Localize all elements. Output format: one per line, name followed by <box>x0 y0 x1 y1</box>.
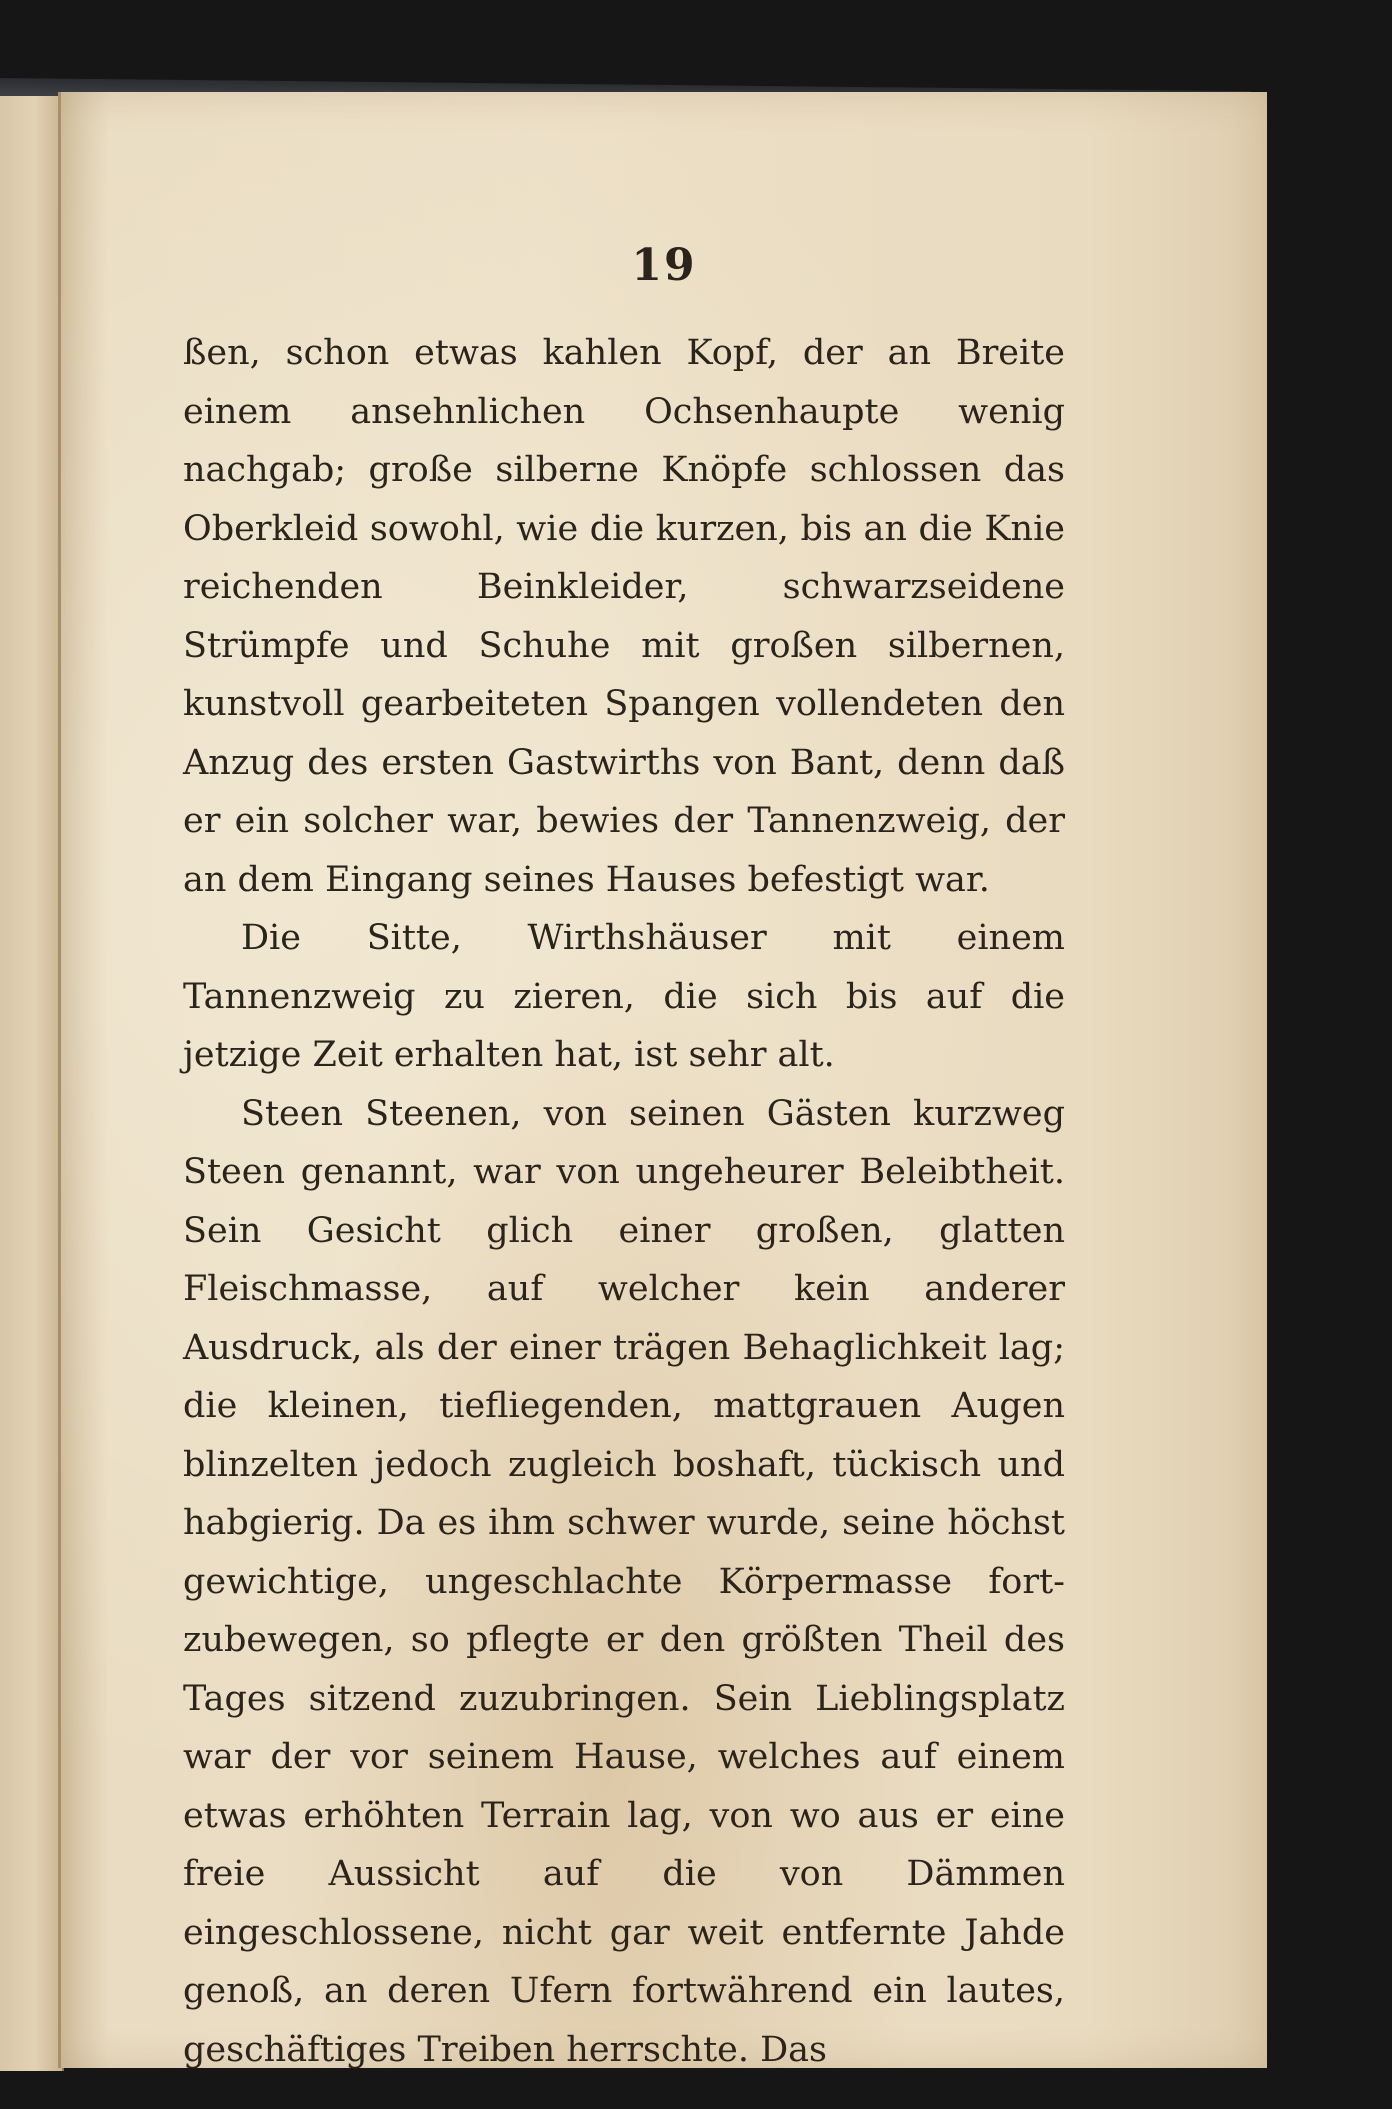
paragraph-custom-of-inns: Die Sitte, Wirthshäuser mit einem Tannenzweig zu zieren, die sich bis auf die jetzige Zeit erhalten hat, ist sehr alt. <box>183 918 1065 1075</box>
paragraph-steen-steenen: Steen Steenen, von seinen Gästen kurzweg Steen genannt, war von ungeheurer Beleibtheit. Sein Gesicht glich einer großen, glatten Fleischmasse, auf welcher kein anderer Ausdruck, als der einer trägen Behaglichkeit lag; die kleinen, tiefliegenden, mattgrauen Augen blinzelten jedoch zugleich boshaft, tückisch und habgierig. Da es ihm schwer wurde, seine höchst gewichtige, ungeschlachte Körpermasse fortzubewegen, so pflegte er den größten Theil des Tages sitzend zuzubringen. Sein Lieblingsplatz war der vor seinem Hause, welches auf einem etwas erhöhten Terrain lag, von wo aus er eine freie Aussicht auf die von Dämmen eingeschlossene, nicht gar weit entfernte Jahde genoß, an deren Ufern fortwährend ein lautes, geschäftiges Treiben herrschte. Das <box>183 1093 1065 2070</box>
previous-page-edge <box>0 96 64 2071</box>
page-body-text <box>183 324 1065 2079</box>
page-number: 19 <box>631 240 697 291</box>
book-page <box>58 92 1267 2068</box>
paragraph-continued: ßen, schon etwas kahlen Kopf, der an Breite einem ansehnlichen Ochsenhaupte wenig nachgab; große silberne Knöpfe schlossen das Oberkleid sowohl, wie die kurzen, bis an die Knie reichenden Beinkleider, schwarzseidene Strümpfe und Schuhe mit großen silbernen, kunstvoll gearbeiteten Spangen vollendeten den Anzug des ersten Gastwirths von Bant, denn daß er ein solcher war, bewies der Tannenzweig, der an dem Eingang seines Hauses befestigt war. <box>183 333 1065 900</box>
